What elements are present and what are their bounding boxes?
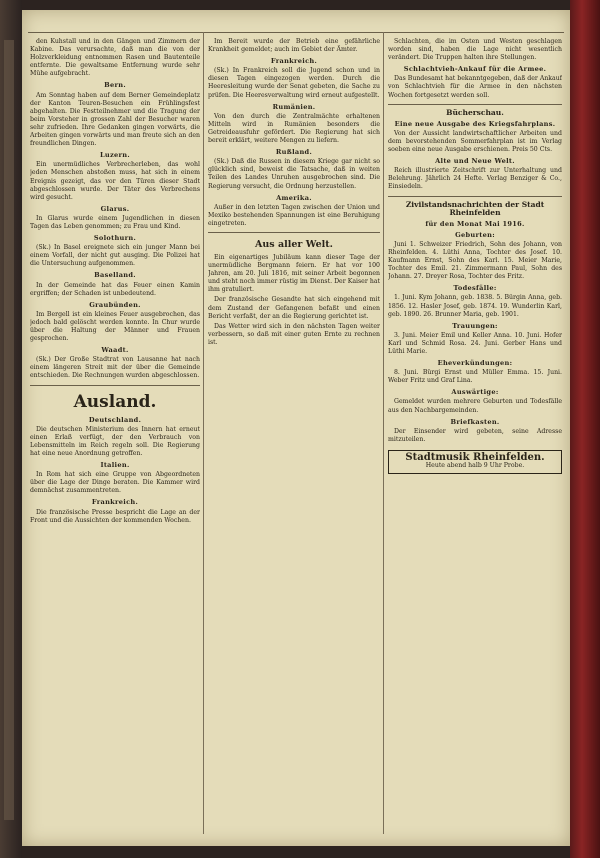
aus-aller-welt-heading: Aus aller Welt. — [255, 238, 333, 250]
section-heading: Bern. — [104, 81, 126, 90]
book-binding-left — [0, 0, 22, 858]
article-text: Die deutschen Ministerium des Innern hat erneut einen Erlaß verfügt, der den Verbrauch von Lebensmitteln im Reich regeln soll. Die Regierung hat eine neue Anordnung getroffen. — [30, 425, 200, 457]
section-heading: Eine neue Ausgabe des Kriegsfahrplans. — [394, 119, 556, 128]
article-text: Schlachten, die im Osten und Westen geschlagen worden sind, haben die Lage nicht wesentlich verändert. Die Truppen halten ihre Stellungen. — [388, 38, 562, 62]
section-heading: Waadt. — [101, 346, 129, 355]
article-text: Von der Aussicht landwirtschaftlicher Arbeiten und dem bevorstehenden Sommerfahrplan ist im Verlag soeben eine neue Ausgabe erschienen. Preis 50 Cts. — [388, 129, 562, 154]
divider — [388, 196, 562, 197]
divider — [208, 232, 380, 233]
article-text: Ein eigenartiges Jubiläum kann dieser Tage der unermüdliche Bergmann feiern. Er hat vor 100 Jahren, am 20. Juli 1816, mit seiner Arbeit begonnen und steht noch immer rüstig im Dienst. Der Kaiser hat ihm gratuliert. — [208, 253, 380, 294]
book-spine-right — [570, 0, 600, 858]
section-heading: Deutschland. — [88, 415, 142, 424]
article-text: Von den durch die Zentralmächte erhaltenen Mitteln wird in Rumänien besonders die Getreideausfuhr gefördert. Die Regierung hat sich bereit erklärt, weitere Mengen zu liefern. — [208, 112, 380, 145]
section-heading: Trauungen: — [452, 321, 498, 330]
advertisement-box — [388, 450, 562, 474]
column-divider-1 — [203, 32, 204, 834]
section-heading: Frankreich. — [270, 57, 318, 66]
article-text: den Kuhstall und in den Gängen und Zimmern der Kabine. Das verursachte, daß man die von der Holzverkleidung entnommen Rasen und Bautenteile entfernte. Die gewaltsame Entfernung wurde sehr Mühe aufgebracht. — [30, 38, 200, 78]
article-text: (Sk.) Der Große Stadtrat von Lausanne hat nach einem längeren Streit mit der über die Gemeinde entschieden. Die Rechnungen wurden abgeschlossen. — [30, 356, 200, 380]
article-text: Im Bereit wurde der Betrieb eine gefährliche Krankheit gemeldet; auch im Gebiet der Ämter. — [208, 38, 380, 54]
divider — [30, 385, 200, 386]
article-text: Gemeldet wurden mehrere Geburten und Todesfälle aus den Nachbargemeinden. — [388, 398, 562, 414]
advertisement-title: Stadtmusik Rheinfelden. — [405, 451, 545, 463]
section-heading: Schlachtvieh-Ankauf für die Armee. — [403, 65, 547, 74]
ausland-heading: Ausland. — [73, 391, 157, 412]
section-heading: Todesfälle: — [453, 284, 497, 293]
article-text: 8. Juni. Bürgi Ernst und Müller Emma. 15. Juni. Weber Fritz und Graf Lina. — [388, 369, 562, 385]
section-heading: Graubünden. — [89, 300, 141, 309]
article-text: In Glarus wurde einem Jugendlichen in diesen Tagen das Leben genommen; zu Frau und Kind. — [30, 214, 200, 230]
divider — [388, 104, 562, 105]
section-heading: Luzern. — [99, 151, 131, 160]
zivilstand-month: für den Monat Mai 1916. — [425, 219, 525, 228]
section-heading: Solothurn. — [93, 234, 137, 243]
column-3 — [388, 38, 562, 834]
section-heading: Briefkasten. — [450, 417, 500, 426]
column-divider-2 — [383, 32, 384, 834]
section-heading: Amerika. — [276, 193, 312, 202]
section-heading: Geburten: — [455, 230, 495, 239]
article-text: Im Bergell ist ein kleines Feuer ausgebrochen, das jedoch bald gelöscht werden konnte. In Chur wurde über die Haltung der Männer und Frauen gesprochen. — [30, 310, 200, 343]
article-text: Reich illustrierte Zeitschrift zur Unterhaltung und Belehrung. Jährlich 24 Hefte. Verlag Benziger & Co., Einsiedeln. — [388, 167, 562, 191]
article-text: In der Gemeinde hat das Feuer einen Kamin ergriffen; der Schaden ist unbedeutend. — [30, 281, 200, 297]
column-2 — [208, 38, 380, 834]
article-text: Das Wetter wird sich in den nächsten Tagen weiter verbessern, so daß mit einer guten Ernte zu rechnen ist. — [208, 322, 380, 346]
section-heading: Rumänien. — [272, 102, 316, 111]
article-text: Der Einsender wird gebeten, seine Adresse mitzuteilen. — [388, 427, 562, 443]
article-text: In Rom hat sich eine Gruppe von Abgeordneten über die Lage der Dinge beraten. Die Kammer wird demnächst zusammentreten. — [30, 471, 200, 495]
section-heading: Glarus. — [100, 204, 130, 213]
article-text: Am Sonntag haben auf dem Berner Gemeindeplatz der Kanton Teuren-Besuchen ein Frühlingsfest abgehalten. Die Festteilnehmer und die Tragung der beim Vorsteher in grossen Zahl der Besucher waren sehr zufrieden. Ihre Gedanken gingen vorwärts, die Arbeiten gingen vorwärts und man freute sich an den freundlichen Dingen. — [30, 91, 200, 148]
section-heading: Frankreich. — [91, 498, 139, 507]
article-text: Außer in den letzten Tagen zwischen der Union und Mexiko bestehenden Spannungen ist eine Beruhigung eingetreten. — [208, 203, 380, 227]
zivilstand-heading: Zivilstandsnachrichten der Stadt Rheinfelden — [405, 199, 545, 217]
article-text: Der französische Gesandte hat sich eingehend mit dem Zustand der Gefangenen befaßt und einen Bericht verfaßt, der an die Regierung gerichtet ist. — [208, 296, 380, 320]
article-text: (Sk.) In Basel ereignete sich ein junger Mann bei einem Vorfall, der nicht gut ausging. Die Polizei hat die Untersuchung aufgenommen. — [30, 244, 200, 268]
article-text: Die französische Presse bespricht die Lage an der Front und die Aussichten der kommenden Wochen. — [30, 508, 200, 524]
article-text: (Sk.) In Frankreich soll die Jugend schon und in diesen Tagen eingezogen werden. Durch die Heeresleitung wurde der Senat gebeten, die Sache zu prüfen. Die Heeresverwaltung wird erneut aufgestellt. — [208, 67, 380, 99]
article-text: Juni 1. Schweizer Friedrich, Sohn des Johann, von Rheinfelden. 4. Lüthi Anna, Tochter des Josef. 10. Kaufmann Ernst, Sohn des Karl. 15. Meier Marie, Tochter des Emil. 21. Zimmermann Paul, Sohn des Johann. 27. Dreyer Rosa, Tochter des Fritz. — [388, 240, 562, 281]
top-rule — [28, 32, 564, 33]
section-heading: Alte und Neue Welt. — [435, 157, 515, 166]
section-heading: Italien. — [100, 461, 130, 470]
column-1 — [30, 38, 200, 834]
article-text: Das Bundesamt hat bekanntgegeben, daß der Ankauf von Schlachtvieh für die Armee in den nächsten Wochen fortgesetzt werden soll. — [388, 75, 562, 99]
section-heading: Auswärtige: — [451, 388, 499, 397]
article-text: Ein unermüdliches Verbrecherleben, das wohl jeden Menschen abstoßen muss, hat sich in einem Ereignis gezeigt, das vor den Türen dieser Stadt abgeschlossen wurde. Der Täter des Verbrechens wird gesucht. — [30, 161, 200, 201]
newspaper-page — [22, 10, 570, 846]
article-text: 3. Juni. Meier Emil und Keller Anna. 10. Juni. Hofer Karl und Schmid Rosa. 24. Juni. Gerber Hans und Lüthi Marie. — [388, 331, 562, 355]
article-text: (Sk.) Daß die Russen in diesem Kriege gar nicht so glücklich sind, beweist die Tatsache, daß in weiten Teilen des Landes Unruhen ausgebrochen sind. Die Regierung versucht, die Ordnung herzustellen. — [208, 158, 380, 190]
section-heading: Eheverkündungen: — [437, 359, 513, 368]
article-text: 1. Juni. Kym Johann, geb. 1838. 5. Bürgin Anna, geb. 1856. 12. Hasler Josef, geb. 1874. 19. Wunderlin Karl, geb. 1890. 26. Brunner Maria, geb. 1901. — [388, 294, 562, 318]
advertisement-subtitle: Heute abend halb 9 Uhr Probe. — [425, 462, 525, 470]
section-heading: Rußland. — [275, 148, 313, 157]
section-heading: Baselland. — [94, 271, 136, 280]
buecherschau-heading: Bücherschau. — [446, 107, 504, 117]
